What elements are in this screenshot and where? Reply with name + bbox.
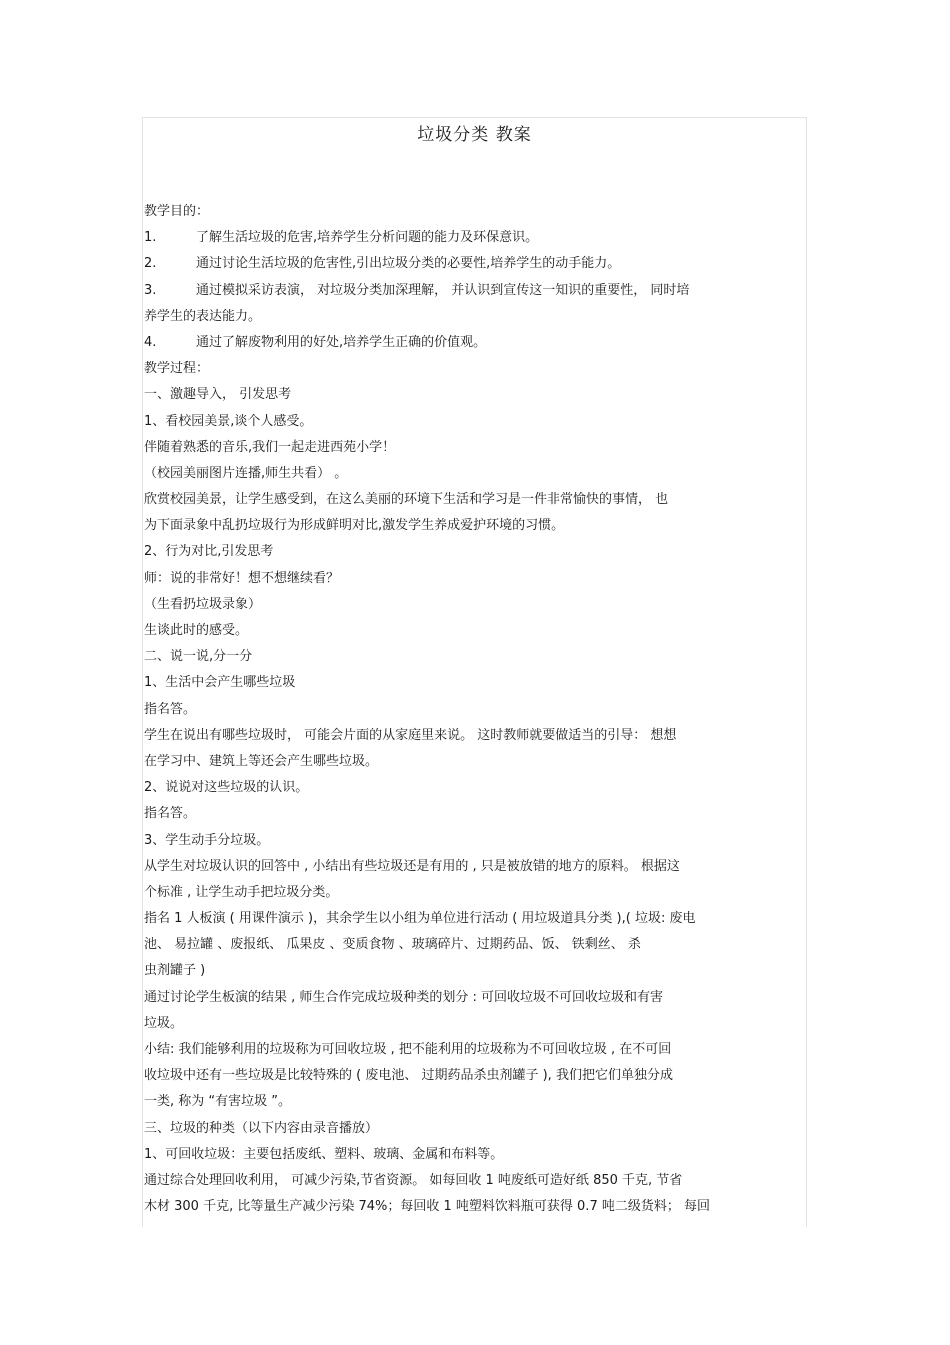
objective-item xyxy=(144,330,808,356)
text-line: 1、生活中会产生哪些垃圾 xyxy=(144,675,296,691)
lesson-lines xyxy=(144,382,808,1220)
objective-number: 1. xyxy=(144,230,157,246)
text-line: 一、激趣导入， 引发思考 xyxy=(144,387,292,403)
text-line: 为下面录象中乱扔垃圾行为形成鲜明对比,激发学生养成爱护环境的习惯。 xyxy=(144,518,565,534)
objective-number: 3. xyxy=(144,282,157,298)
text-line: 师：说的非常好！想不想继续看？ xyxy=(144,570,340,586)
text-line: 1、可回收垃圾：主要包括废纸、塑料、玻璃、金属和布料等。 xyxy=(144,1146,504,1162)
process-heading: 教学过程： xyxy=(144,361,210,377)
objective-text: 通过模拟采访表演， 对垃圾分类加深理解， 并认识到宣传这一知识的重要性， 同时培 xyxy=(196,282,690,298)
text-line: 2、说说对这些垃圾的认识。 xyxy=(144,780,309,796)
text-line: 二、说一说,分一分 xyxy=(144,649,253,665)
objective-item xyxy=(144,278,808,304)
text-line: 在学习中、建筑上等还会产生哪些垃圾。 xyxy=(144,753,379,769)
objective-text: 了解生活垃圾的危害,培养学生分析问题的能力及环保意识。 xyxy=(196,230,539,246)
text-line: （生看扔垃圾录象） xyxy=(144,596,262,612)
text-line: 收垃圾中还有一些垃圾是比较特殊的 ( 废电池、 过期药品杀虫剂罐子 ), 我们把它们单独分成 xyxy=(144,1068,673,1084)
document-title: 垃圾分类 教案 xyxy=(417,125,532,145)
text-line: （校园美丽图片连播,师生共看） 。 xyxy=(144,465,348,481)
objective-item xyxy=(144,251,808,277)
text-line: 通过综合处理回收利用， 可减少污染,节省资源。 如每回收 1 吨废纸可造好纸 850 千克, 节省 xyxy=(144,1172,683,1188)
objective-text: 通过了解废物利用的好处,培养学生正确的价值观。 xyxy=(196,334,487,350)
text-line: 学生在说出有哪些垃圾时， 可能会片面的从家庭里来说。 这时教师就要做适当的引导： 想想 xyxy=(144,727,677,743)
text-line: 生谈此时的感受。 xyxy=(144,623,249,638)
text-line: 小结: 我们能够利用的垃圾称为可回收垃圾 , 把不能利用的垃圾称为不可回收垃圾 , 在不可回 xyxy=(144,1042,672,1057)
text-line: 2、行为对比,引发思考 xyxy=(144,544,274,560)
objective-continuation: 养学生的表达能力。 xyxy=(144,308,262,324)
text-line: 垃圾。 xyxy=(144,1015,184,1031)
document-body xyxy=(144,199,808,1220)
text-line: 个标准 , 让学生动手把垃圾分类。 xyxy=(144,884,339,900)
objective-number: 2. xyxy=(144,256,157,272)
objective-number: 4. xyxy=(144,334,157,350)
objective-item xyxy=(144,225,808,251)
text-line: 1、看校园美景,谈个人感受。 xyxy=(144,413,313,429)
text-line: 从学生对垃圾认识的回答中 , 小结出有些垃圾还是有用的 , 只是被放错的地方的原料。 根据这 xyxy=(144,858,680,874)
text-line: 指名答。 xyxy=(144,806,197,822)
text-line: 欣赏校园美景，让学生感受到，在这么美丽的环境下生活和学习是一件非常愉快的事情， 也 xyxy=(144,492,669,508)
objective-text: 通过讨论生活垃圾的危害性,引出垃圾分类的必要性,培养学生的动手能力。 xyxy=(196,256,621,272)
text-line: 伴随着熟悉的音乐,我们一起走进西苑小学！ xyxy=(144,439,396,455)
text-line: 指名答。 xyxy=(144,701,197,717)
text-line: 一类, 称为 “有害垃圾 ”。 xyxy=(144,1094,291,1110)
text-line: 池、 易拉罐 、废报纸、 瓜果皮 、变质食物 、玻璃碎片、过期药品、饭、 铁剩丝、 杀 xyxy=(144,937,641,953)
text-line: 通过讨论学生板演的结果 , 师生合作完成垃圾种类的划分 : 可回收垃圾不可回收垃圾和有害 xyxy=(144,989,664,1005)
objectives-heading: 教学目的： xyxy=(144,204,210,219)
text-line: 3、学生动手分垃圾。 xyxy=(144,832,270,848)
text-line: 指名 1 人板演 ( 用课件演示 )，其余学生以小组为单位进行活动 ( 用垃圾道具分类 ),( 垃圾: 废电 xyxy=(144,911,696,927)
text-line: 三、垃圾的种类（以下内容由录音播放） xyxy=(144,1120,379,1136)
text-line: 虫剂罐子 ) xyxy=(144,963,206,979)
text-line: 木材 300 千克, 比等量生产减少污染 74%；每回收 1 吨塑料饮料瓶可获得 0.7 吨二级货料； 每回 xyxy=(144,1199,710,1215)
